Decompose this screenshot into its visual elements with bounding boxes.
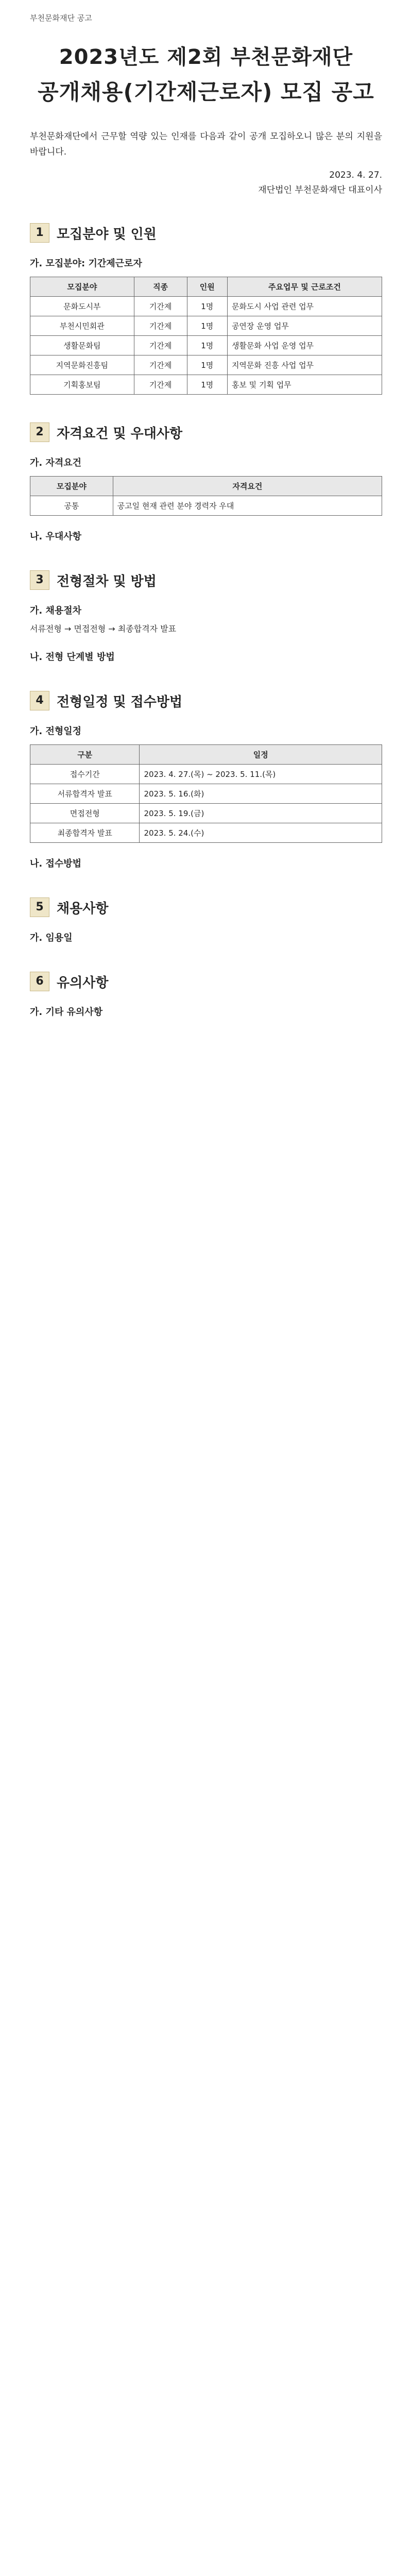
col-schedule: 일정: [140, 745, 382, 765]
table-header-row: [30, 477, 382, 496]
cell-item: 면접전형: [30, 804, 140, 823]
lead-paragraph: 부천문화재단에서 근무할 역량 있는 인재를 다음과 같이 공개 모집하오니 많은 분의 지원을 바랍니다.: [30, 131, 382, 157]
section-title: 전형절차 및 방법: [57, 573, 157, 589]
issuer: 재단법인 부천문화재단 대표이사: [258, 185, 382, 195]
cell-schedule: 2023. 5. 24.(수): [140, 823, 382, 843]
cell-type: 기간제: [134, 355, 187, 375]
recruitment-table: [30, 277, 382, 395]
section-3-sub-a: 가. 채용절차: [30, 605, 82, 616]
table-row: [30, 496, 382, 516]
table-row: [30, 765, 382, 784]
section-3-heading: [30, 570, 382, 590]
col-item: 구분: [30, 745, 140, 765]
cell-type: 기간제: [134, 375, 187, 395]
section-3-sub-b: 나. 전형 단계별 방법: [30, 652, 115, 663]
section-number: 4: [30, 691, 49, 710]
col-field: 모집분야: [30, 277, 134, 297]
section-4-heading: [30, 691, 382, 710]
cell-field: 문화도시부: [30, 297, 134, 316]
section-6-heading: [30, 972, 382, 991]
section-number: 1: [30, 223, 49, 243]
title-line-1: 2023년도 제2회 부천문화재단: [59, 45, 353, 69]
cell-field: 부천시민회관: [30, 316, 134, 336]
cell-desc: 생활문화 사업 운영 업무: [227, 336, 382, 355]
section-number: 5: [30, 897, 49, 917]
cell-count: 1명: [187, 297, 227, 316]
announcement-date: 2023. 4. 27.: [329, 170, 382, 180]
section-title: 모집분야 및 인원: [57, 226, 157, 242]
section-number: 3: [30, 570, 49, 590]
schedule-table: [30, 744, 382, 843]
table-row: [30, 823, 382, 843]
col-type: 직종: [134, 277, 187, 297]
section-number: 6: [30, 972, 49, 991]
cell-item: 최종합격자 발표: [30, 823, 140, 843]
cell-requirement: 공고일 현재 관련 분야 경력자 우대: [113, 496, 382, 516]
cell-field: 공통: [30, 496, 113, 516]
section-title: 전형일정 및 접수방법: [57, 694, 183, 710]
cell-type: 기간제: [134, 336, 187, 355]
cell-field: 생활문화팀: [30, 336, 134, 355]
section-number: 2: [30, 422, 49, 442]
section-2-sub-a: 가. 자격요건: [30, 457, 82, 468]
col-requirement: 자격요건: [113, 477, 382, 496]
cell-field: 지역문화진흥팀: [30, 355, 134, 375]
section-title: 자격요건 및 우대사항: [57, 426, 183, 442]
cell-count: 1명: [187, 316, 227, 336]
cell-desc: 지역문화 진흥 사업 업무: [227, 355, 382, 375]
cell-count: 1명: [187, 355, 227, 375]
cell-field: 기획홍보팀: [30, 375, 134, 395]
cell-item: 접수기간: [30, 765, 140, 784]
col-desc: 주요업무 및 근로조건: [227, 277, 382, 297]
title-line-2: 공개채용(기간제근로자) 모집 공고: [38, 79, 374, 105]
section-5-sub: 가. 임용일: [30, 933, 73, 943]
section-title: 유의사항: [57, 975, 109, 991]
section-4-sub-b: 나. 접수방법: [30, 858, 82, 869]
section-2-heading: [30, 422, 382, 442]
document-header-label: 부천문화재단 공고: [30, 13, 92, 23]
qualification-table: [30, 476, 382, 516]
cell-desc: 공연장 운영 업무: [227, 316, 382, 336]
process-text: 서류전형 → 면접전형 → 최종합격자 발표: [30, 624, 177, 634]
section-title: 채용사항: [57, 901, 109, 917]
table-row: [30, 804, 382, 823]
section-4-sub: 가. 전형일정: [30, 726, 82, 737]
table-row: [30, 784, 382, 804]
table-row: [30, 336, 382, 355]
section-1-heading: [30, 223, 382, 243]
table-row: [30, 375, 382, 395]
cell-count: 1명: [187, 375, 227, 395]
col-field: 모집분야: [30, 477, 113, 496]
cell-type: 기간제: [134, 297, 187, 316]
table-header-row: [30, 277, 382, 297]
section-5-heading: [30, 897, 382, 917]
section-2-sub-b: 나. 우대사항: [30, 531, 82, 542]
section-6-sub: 가. 기타 유의사항: [30, 1007, 103, 1018]
cell-count: 1명: [187, 336, 227, 355]
cell-item: 서류합격자 발표: [30, 784, 140, 804]
table-header-row: [30, 745, 382, 765]
section-1-sub: 가. 모집분야: 기간제근로자: [30, 258, 142, 269]
cell-desc: 문화도시 사업 관련 업무: [227, 297, 382, 316]
cell-type: 기간제: [134, 316, 187, 336]
table-row: [30, 355, 382, 375]
cell-schedule: 2023. 4. 27.(목) ~ 2023. 5. 11.(목): [140, 765, 382, 784]
cell-schedule: 2023. 5. 19.(금): [140, 804, 382, 823]
col-count: 인원: [187, 277, 227, 297]
table-row: [30, 297, 382, 316]
table-row: [30, 316, 382, 336]
cell-schedule: 2023. 5. 16.(화): [140, 784, 382, 804]
cell-desc: 홍보 및 기획 업무: [227, 375, 382, 395]
